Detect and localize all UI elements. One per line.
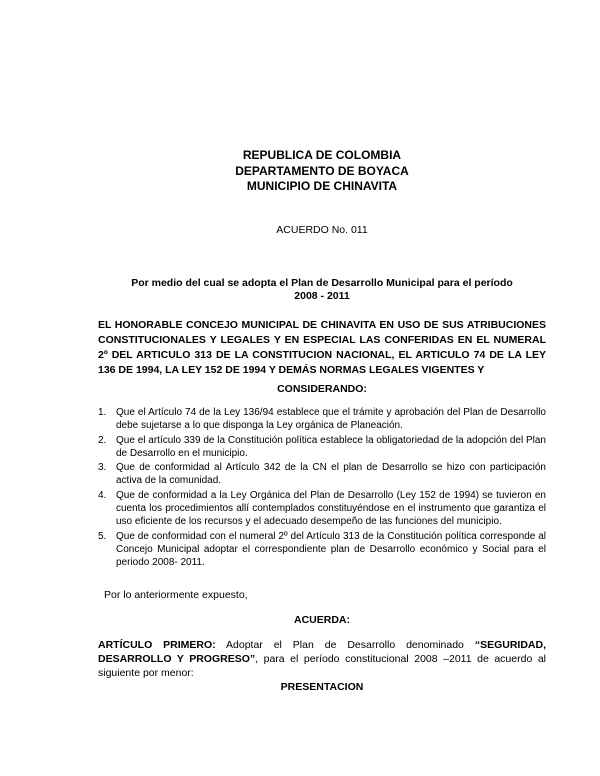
subject-line-1: Por medio del cual se adopta el Plan de Desarrollo Municipal para el período [131, 277, 513, 289]
article-label: ARTÍCULO PRIMERO: [98, 639, 216, 651]
list-item [98, 530, 546, 570]
list-item-number: 3. [98, 462, 107, 474]
plan-name: “SEGURIDAD, DESARROLLO Y PROGRESO” [98, 639, 546, 665]
list-item [98, 489, 546, 529]
list-item-text: Que de conformidad al Artículo 342 de la CN el plan de Desarrollo se hizo con participación activa de la comunidad. [116, 462, 546, 487]
header-municipality: MUNICIPIO DE CHINAVITA [246, 179, 398, 193]
document-header [98, 148, 546, 195]
article-first [98, 638, 546, 680]
list-item-text: Que de conformidad con el numeral 2º del Artículo 313 de la Constitución política corresponde al Concejo Municipal adoptar el correspondiente plan de Desarrollo económico y Social para el periodo 2008- 2011. [116, 530, 546, 569]
list-item-number: 1. [98, 407, 107, 418]
presentacion-title: PRESENTACION [280, 681, 364, 693]
list-item [98, 461, 546, 488]
list-item-number: 5. [98, 530, 107, 542]
list-item [98, 434, 546, 461]
acuerda-title: ACUERDA: [294, 614, 350, 626]
list-item-text: Que el artículo 339 de la Constitución política establece la obligatoriedad de la adopción del Plan de Desarrollo en el municipio. [116, 434, 546, 459]
subject-line-2: 2008 - 2011 [294, 290, 350, 302]
expuesto-text: Por lo anteriormente expuesto, [104, 589, 248, 601]
list-item-number: 2. [98, 434, 107, 446]
agreement-subject [98, 277, 546, 303]
article-text-1: Adoptar el Plan de Desarrollo denominado [215, 639, 475, 651]
article-text-2: , para el período constitucional 2008 –2011 de acuerdo al siguiente por menor: [98, 653, 546, 679]
header-country: REPUBLICA DE COLOMBIA [242, 148, 402, 162]
list-item-number: 4. [98, 489, 107, 501]
agreement-number: ACUERDO No. 011 [276, 224, 368, 236]
header-department: DEPARTAMENTO DE BOYACA [235, 163, 409, 178]
list-item-text: Que de conformidad a la Ley Orgánica del Plan de Desarrollo (Ley 152 de 1994) se tuvieron en cuenta los procedimientos allí contemplados constituyéndose en el instrumento que garantiza el uso eficiente de los recursos y el adecuado desempeño de las funciones del municipio. [116, 489, 546, 528]
preamble: EL HONORABLE CONCEJO MUNICIPAL DE CHINAVITA EN USO DE SUS ATRIBUCIONES CONSTITUCIONALES Y LEGALES Y EN ESPECIAL LAS CONFERIDAS EN EL NUMERAL 2º DEL ARTICULO 313 DE LA CONSTITUCION NACIONAL, EL ARTICULO 74 DE LA LEY 136 DE 1994, LA LEY 152 DE 1994 Y DEMÁS NORMAS LEGALES VIGENTES Y [98, 319, 546, 376]
list-item [98, 406, 546, 433]
list-item-text: Que el Artículo 74 de la Ley 136/94 establece que el trámite y aprobación del Plan de Desarrollo debe sujetarse a lo que disponga la Ley orgánica de Planeación. [116, 407, 546, 432]
considerando-list [98, 406, 546, 571]
considerando-title: CONSIDERANDO: [277, 383, 367, 395]
